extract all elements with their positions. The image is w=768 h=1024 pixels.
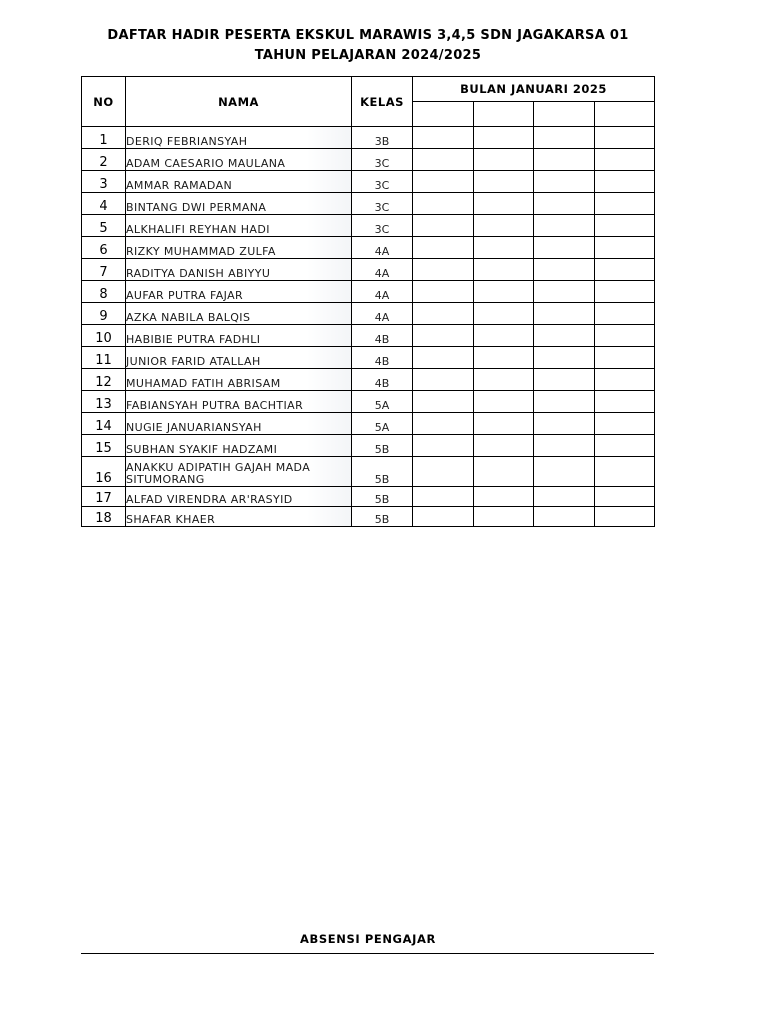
attendance-cell[interactable] [474, 215, 534, 237]
attendance-cell[interactable] [534, 193, 595, 215]
attendance-cell[interactable] [534, 325, 595, 347]
teacher-attendance-label: ABSENSI PENGAJAR [300, 932, 436, 946]
header-month: BULAN JANUARI 2025 [413, 77, 655, 102]
row-number: 7 [82, 259, 126, 281]
attendance-cell[interactable] [595, 391, 655, 413]
attendance-cell[interactable] [534, 435, 595, 457]
row-number: 4 [82, 193, 126, 215]
student-name: ALFAD VIRENDRA AR'RASYID [126, 487, 352, 507]
attendance-cell[interactable] [474, 487, 534, 507]
student-class: 3C [352, 215, 413, 237]
student-class: 4B [352, 347, 413, 369]
attendance-cell[interactable] [595, 193, 655, 215]
student-class: 4A [352, 281, 413, 303]
attendance-cell[interactable] [474, 237, 534, 259]
meeting-column-3 [534, 102, 595, 127]
table-row [82, 171, 655, 193]
student-class: 5A [352, 413, 413, 435]
attendance-cell[interactable] [534, 391, 595, 413]
row-number: 11 [82, 347, 126, 369]
table-row [82, 325, 655, 347]
table-row [82, 237, 655, 259]
student-class: 5A [352, 391, 413, 413]
student-name: SHAFAR KHAER [126, 507, 352, 527]
title-line-2: TAHUN PELAJARAN 2024/2025 [254, 48, 482, 63]
attendance-cell[interactable] [474, 507, 534, 527]
row-number: 16 [82, 457, 126, 487]
row-number: 3 [82, 171, 126, 193]
row-number: 1 [82, 127, 126, 149]
attendance-cell[interactable] [534, 487, 595, 507]
student-name: AZKA NABILA BALQIS [126, 303, 352, 325]
student-name: SUBHAN SYAKIF HADZAMI [126, 435, 352, 457]
row-number: 17 [82, 487, 126, 507]
attendance-cell[interactable] [413, 391, 474, 413]
attendance-cell[interactable] [474, 303, 534, 325]
attendance-cell[interactable] [474, 457, 534, 487]
student-class: 5B [352, 507, 413, 527]
attendance-cell[interactable] [474, 127, 534, 149]
table-row [82, 193, 655, 215]
attendance-cell[interactable] [534, 457, 595, 487]
attendance-cell[interactable] [413, 303, 474, 325]
student-class: 4B [352, 369, 413, 391]
title-line-1: DAFTAR HADIR PESERTA EKSKUL MARAWIS 3,4,5 SDN JAGAKARSA 01 [107, 28, 629, 43]
table-row [82, 281, 655, 303]
header-kelas: KELAS [352, 77, 413, 127]
student-class: 4A [352, 237, 413, 259]
footer-divider [81, 953, 654, 954]
meeting-column-4 [595, 102, 655, 127]
attendance-cell[interactable] [413, 435, 474, 457]
table-row [82, 413, 655, 435]
attendance-cell[interactable] [474, 369, 534, 391]
attendance-cell[interactable] [595, 237, 655, 259]
student-name: DERIQ FEBRIANSYAH [126, 127, 352, 149]
attendance-cell[interactable] [595, 487, 655, 507]
attendance-cell[interactable] [534, 259, 595, 281]
attendance-cell[interactable] [595, 347, 655, 369]
student-name: MUHAMAD FATIH ABRISAM [126, 369, 352, 391]
table-row [82, 457, 655, 487]
student-name: RIZKY MUHAMMAD ZULFA [126, 237, 352, 259]
student-class: 5B [352, 457, 413, 487]
student-name: BINTANG DWI PERMANA [126, 193, 352, 215]
table-row [82, 215, 655, 237]
meeting-column-2 [474, 102, 534, 127]
row-number: 5 [82, 215, 126, 237]
attendance-cell[interactable] [413, 215, 474, 237]
student-class: 4A [352, 303, 413, 325]
header-nama: NAMA [126, 77, 352, 127]
attendance-cell[interactable] [474, 391, 534, 413]
attendance-cell[interactable] [595, 507, 655, 527]
attendance-cell[interactable] [474, 413, 534, 435]
table-row [82, 507, 655, 527]
attendance-cell[interactable] [474, 193, 534, 215]
attendance-cell[interactable] [595, 171, 655, 193]
student-name: FABIANSYAH PUTRA BACHTIAR [126, 391, 352, 413]
attendance-cell[interactable] [413, 457, 474, 487]
student-class: 5B [352, 435, 413, 457]
student-name: RADITYA DANISH ABIYYU [126, 259, 352, 281]
attendance-cell[interactable] [595, 215, 655, 237]
student-class: 4A [352, 259, 413, 281]
attendance-cell[interactable] [413, 193, 474, 215]
student-name: JUNIOR FARID ATALLAH [126, 347, 352, 369]
attendance-cell[interactable] [595, 127, 655, 149]
student-name: ALKHALIFI REYHAN HADI [126, 215, 352, 237]
attendance-cell[interactable] [534, 281, 595, 303]
row-number: 13 [82, 391, 126, 413]
attendance-cell[interactable] [474, 149, 534, 171]
table-row [82, 259, 655, 281]
attendance-cell[interactable] [413, 281, 474, 303]
attendance-table [81, 76, 655, 527]
student-name: AUFAR PUTRA FAJAR [126, 281, 352, 303]
attendance-cell[interactable] [413, 487, 474, 507]
student-class: 3C [352, 171, 413, 193]
attendance-cell[interactable] [595, 435, 655, 457]
student-class: 3C [352, 193, 413, 215]
table-row [82, 303, 655, 325]
attendance-cell[interactable] [534, 369, 595, 391]
attendance-cell[interactable] [534, 149, 595, 171]
attendance-cell[interactable] [474, 281, 534, 303]
attendance-cell[interactable] [474, 171, 534, 193]
attendance-cell[interactable] [413, 127, 474, 149]
attendance-cell[interactable] [595, 369, 655, 391]
row-number: 15 [82, 435, 126, 457]
attendance-cell[interactable] [595, 259, 655, 281]
attendance-cell[interactable] [474, 325, 534, 347]
row-number: 18 [82, 507, 126, 527]
student-name: HABIBIE PUTRA FADHLI [126, 325, 352, 347]
student-class: 3C [352, 149, 413, 171]
row-number: 8 [82, 281, 126, 303]
attendance-cell[interactable] [534, 215, 595, 237]
attendance-cell[interactable] [413, 237, 474, 259]
row-number: 12 [82, 369, 126, 391]
attendance-cell[interactable] [474, 259, 534, 281]
meeting-column-1 [413, 102, 474, 127]
attendance-cell[interactable] [413, 347, 474, 369]
student-class: 4B [352, 325, 413, 347]
attendance-cell[interactable] [595, 325, 655, 347]
student-name: AMMAR RAMADAN [126, 171, 352, 193]
attendance-cell[interactable] [413, 413, 474, 435]
table-row [82, 149, 655, 171]
row-number: 14 [82, 413, 126, 435]
row-number: 6 [82, 237, 126, 259]
table-row [82, 347, 655, 369]
row-number: 2 [82, 149, 126, 171]
table-row [82, 127, 655, 149]
attendance-cell[interactable] [595, 457, 655, 487]
student-name: ANAKKU ADIPATIH GAJAH MADA SITUMORANG [126, 457, 352, 487]
attendance-cell[interactable] [413, 507, 474, 527]
header-no: NO [82, 77, 126, 127]
table-row [82, 435, 655, 457]
attendance-cell[interactable] [413, 259, 474, 281]
student-name: NUGIE JANUARIANSYAH [126, 413, 352, 435]
attendance-cell[interactable] [595, 149, 655, 171]
student-name: ADAM CAESARIO MAULANA [126, 149, 352, 171]
attendance-cell[interactable] [534, 171, 595, 193]
attendance-cell[interactable] [534, 127, 595, 149]
row-number: 10 [82, 325, 126, 347]
attendance-cell[interactable] [413, 171, 474, 193]
attendance-cell[interactable] [534, 303, 595, 325]
table-row [82, 369, 655, 391]
student-class: 3B [352, 127, 413, 149]
attendance-cell[interactable] [595, 281, 655, 303]
attendance-cell[interactable] [474, 347, 534, 369]
student-class: 5B [352, 487, 413, 507]
table-row [82, 391, 655, 413]
attendance-cell[interactable] [534, 413, 595, 435]
attendance-cell[interactable] [474, 435, 534, 457]
attendance-cell[interactable] [534, 347, 595, 369]
attendance-cell[interactable] [595, 303, 655, 325]
attendance-cell[interactable] [413, 149, 474, 171]
attendance-cell[interactable] [534, 237, 595, 259]
attendance-cell[interactable] [534, 507, 595, 527]
attendance-cell[interactable] [413, 369, 474, 391]
attendance-cell[interactable] [595, 413, 655, 435]
document-title [82, 26, 654, 66]
table-row [82, 487, 655, 507]
attendance-cell[interactable] [413, 325, 474, 347]
row-number: 9 [82, 303, 126, 325]
